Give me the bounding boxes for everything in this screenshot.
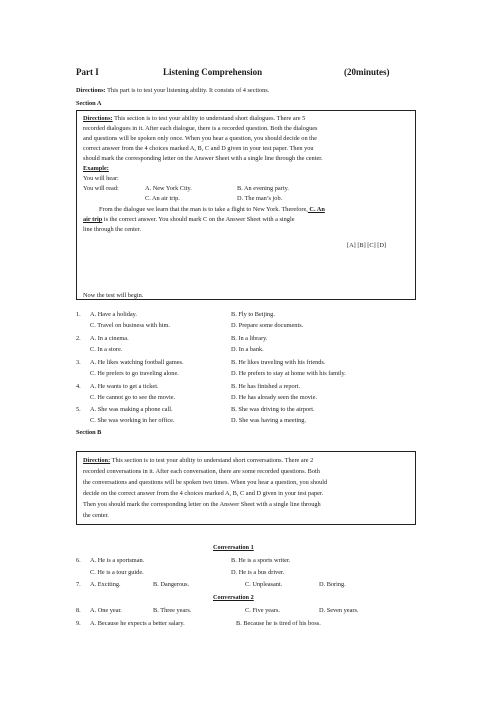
section-b-dir-text1: This section is to test your ability to understand short conversations. There are 2 [110,457,314,464]
section-a-dir-label: Directions: [83,115,113,122]
example-explain-bold1: C. An [307,206,325,213]
part-label: Part I [76,67,99,77]
q6-option-b: B. He is a sports writer. [231,557,291,564]
section-a-dir-line5: should mark the corresponding letter on the Answer Sheet with a single line through the center. [83,155,323,162]
example-explain-text2: is the correct answer. You should mark C on the Answer Sheet with a single [102,216,295,223]
example-option-c: C. An air trip. [145,195,180,202]
q3-option-c: C. He prefers to go traveling alone. [90,370,179,377]
q9-number: 9. [76,620,81,627]
q4-option-d: D. He has already seen the movie. [231,394,318,401]
section-b-dir-line1 [83,456,313,465]
intro-label: Directions: [76,87,106,94]
section-a-dir-line4: correct answer from the 4 choices marked A, B, C and D given in your test paper. Then you [83,145,314,152]
q4-option-b: B. He has finished a report. [231,383,301,390]
q1-option-d: D. Prepare some documents. [231,322,304,329]
q7-number: 7. [76,581,81,588]
example-option-d: D. The man’s job. [237,195,283,202]
section-a-dir-line1 [83,114,305,123]
q4-number: 4. [76,383,81,390]
example-label: Example: [83,165,109,172]
section-a-dir-line2: recorded dialogues in it. After each dialogue, there is a recorded question. Both the dialogues [83,125,318,132]
q9-option-a: A. Because he expects a better salary. [90,620,185,627]
q7-option-c: C. Unpleasant. [245,581,283,588]
q1-option-c: C. Travel on business with him. [90,322,170,329]
q4-option-a: A. He wants to get a ticket. [90,383,159,390]
section-b-dir-line4: decide on the correct answer from the 4 choices marked A, B, C and D given in your test paper. [83,490,324,497]
section-a-directions-box [76,110,416,300]
section-b-dir-line5: Then you should mark the corresponding letter on the Answer Sheet with a single line through [83,501,321,508]
q1-number: 1. [76,311,81,318]
q8-option-c: C. Five years. [245,607,280,614]
example-hear: You will hear: [83,175,119,182]
q3-number: 3. [76,359,81,366]
conversation-1-title: Conversation 1 [213,544,254,551]
example-explain-text1: From the dialogue we learn that the man is to take a flight to New York. Therefore, [99,206,308,213]
q3-option-a: A. He likes watching football games. [90,359,184,366]
q2-option-c: C. In a store. [90,346,123,353]
q2-option-a: A. In a cinema. [90,335,129,342]
q1-option-a: A. Have a holiday. [90,311,137,318]
q7-option-d: D. Boring. [319,581,346,588]
q2-option-d: D. In a bank. [231,346,264,353]
example-explain-bold2: air trip [83,216,103,223]
section-a-dir-line3: and questions will be spoken only once. When you hear a question, you should decide on the [83,135,317,142]
section-a-heading: Section A [76,100,102,107]
example-explain-line3: line through the center. [83,226,142,233]
answer-marks: [A] [B] [C] [D] [347,242,386,249]
example-explain-line1 [99,205,325,214]
q5-number: 5. [76,406,81,413]
q6-option-a: A. He is a sportsman. [90,557,145,564]
intro-text: This part is to test your listening ability. It consists of 4 sections. [105,87,270,94]
part-title: Listening Comprehension [163,67,263,77]
q8-option-d: D. Seven years. [319,607,359,614]
q3-option-d: D. He prefers to stay at home with his family. [231,370,346,377]
example-read: You will read: [83,185,119,192]
q1-option-b: B. Fly to Beijing. [231,311,275,318]
example-option-a: A. New York City. [145,185,192,192]
q8-number: 8. [76,607,81,614]
q6-number: 6. [76,557,81,564]
q6-option-d: D. He is a bus driver. [231,569,285,576]
section-b-dir-line6: the center. [83,512,109,519]
section-b-heading: Section B [76,429,102,436]
section-b-dir-line2: recorded conversations in it. After each conversation, there are some recorded questions. Both [83,468,320,475]
q7-option-b: B. Dangerous. [153,581,190,588]
section-a-dir-text1: This section is to test your ability to understand short dialogues. There are 5 [112,115,306,122]
q2-option-b: B. In a library. [231,335,268,342]
section-b-dir-line3: the conversations and questions will be spoken two times. When you hear a question, you should [83,479,328,486]
example-explain-line2 [83,215,295,224]
q9-option-b: B. Because he is tired of his boss. [236,620,321,627]
q7-option-a: A. Exciting. [90,581,121,588]
q8-option-b: B. Three years. [153,607,192,614]
section-b-directions-box [76,451,416,525]
q6-option-c: C. He is a tour guide. [90,569,144,576]
section-b-dir-label: Direction: [83,457,111,464]
part-time: (20minutes) [344,67,390,77]
conversation-2-title: Conversation 2 [213,594,254,601]
intro-directions [76,86,269,95]
example-option-b: B. An evening party. [237,185,289,192]
q4-option-c: C. He cannot go to see the movie. [90,394,176,401]
q3-option-b: B. He likes traveling with his friends. [231,359,326,366]
q5-option-c: C. She was working in her office. [90,417,175,424]
q5-option-a: A. She was making a phone call. [90,406,173,413]
q5-option-d: D. She was having a meeting. [231,417,307,424]
q5-option-b: B. She was driving to the airport. [231,406,315,413]
q2-number: 2. [76,335,81,342]
q8-option-a: A. One year. [90,607,122,614]
test-begin: Now the test will begin. [83,292,144,299]
